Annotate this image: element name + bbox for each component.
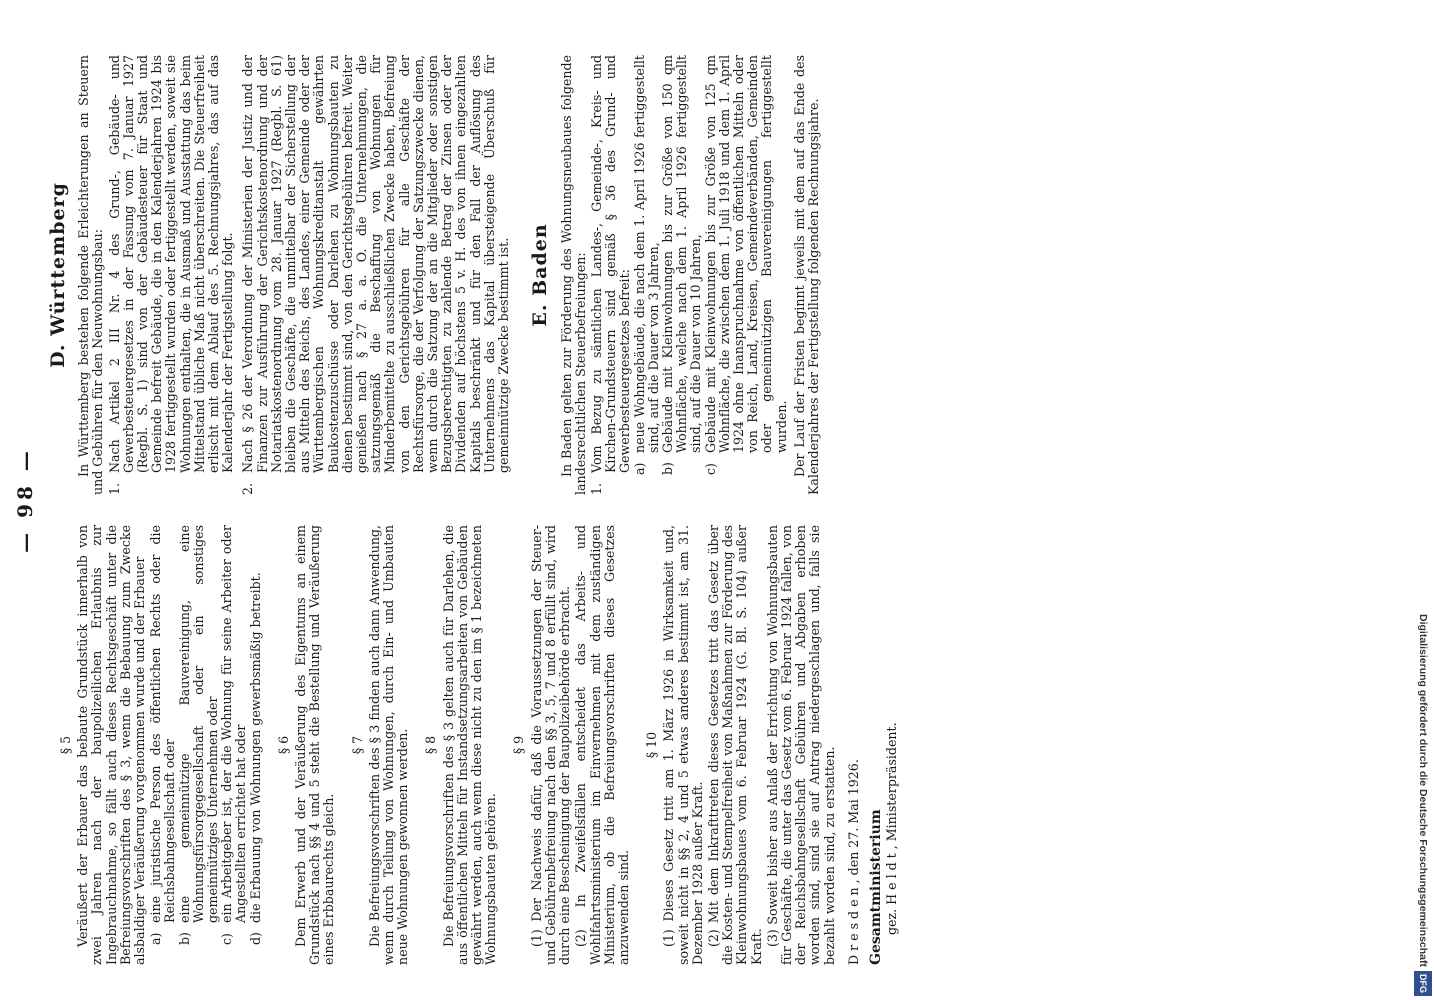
list-item — [704, 55, 789, 475]
list-label: a) — [148, 932, 164, 945]
paragraph: Dem Erwerb und der Veräußerung des Eigentums an einem Grundstück nach §§ 4 und 5 steht die Bestellung und Veräußerung eines Erbbaurechts gleich. — [293, 525, 337, 965]
list-label: b) — [659, 462, 675, 475]
signature-line — [885, 525, 899, 965]
state-heading: E. Baden — [529, 223, 552, 327]
section-heading: § 5 — [58, 735, 73, 755]
ministry-name: Gesamtministerium — [867, 809, 884, 965]
paragraph: In Württemberg bestehen folgende Erleichterungen an Steuern und Gebühren für den Neuwohnungsbau: — [76, 55, 106, 495]
list-item — [633, 55, 661, 475]
list-item — [108, 55, 236, 495]
list-text: die Erbauung von Wohnungen gewerbsmäßig betreibt. — [247, 572, 263, 923]
dfg-logo: DFG — [1414, 971, 1432, 996]
paragraph: (3) Soweit bisher aus Anlaß der Errichtung von Wohnungsbauten für Geschäfte, die unter das Gesetz vom 6. Februar 1924 fallen, von der Reichsbahngesellschaft Gebühren und Abgaben erhoben worden sind, sind sie auf Antrag niedergeschlagen und, falls sie bezahlt worden sind, zu erstatten. — [764, 525, 837, 965]
list-label: b) — [176, 932, 192, 945]
state-heading: D. Württemberg — [47, 182, 69, 368]
paragraph: (1) Dieses Gesetz tritt am 1. März 1926 in Wirksamkeit und, soweit nicht in §§ 2, 4 und 5 etwas anderes bestimmt ist, am 31. Dezember 1928 außer Kraft. — [661, 525, 705, 965]
place-date-line — [847, 525, 861, 965]
paragraph: In Baden gelten zur Förderung des Wohnungsneubaues folgende landesrechtlichen Steuerbefreiungen: — [558, 55, 588, 495]
funding-note: Digitalisierung gefördert durch die Deutsche Forschungsgemeinschaft — [1417, 614, 1429, 967]
signed-prefix: gez. — [884, 904, 900, 935]
list-item — [249, 525, 263, 945]
paragraph: Die Befreiungsvorschriften des § 3 gelten auch für Darlehen, die aus öffentlichen Mitteln für Instandsetzungsarbeiten von Gebäuden gewährt werden, auch wenn diese nicht zu den im § 1 bezeichneten Wohnungsbauten gehören. — [440, 525, 499, 965]
list-text: Vom Bezug zu sämtlichen Landes-, Gemeinde-, Kreis- und Kirchen-Grundsteuern sind gemäß § 36 des Grund- und Gewerbesteuergesetzes befreit: — [588, 55, 633, 473]
list-label: 2. — [240, 482, 256, 495]
section-heading: § 8 — [423, 735, 439, 755]
list-label: c) — [219, 933, 235, 945]
list-text: neue Wohngebäude, die nach dem 1. April 1926 fertiggestellt sind, auf die Dauer von 3 Jahren, — [631, 55, 661, 453]
enumeration-list — [149, 525, 263, 945]
list-text: Gebäude mit Kleinwohnungen bis zur Größe von 125 qm Wohnfläche, die zwischen dem 1. Juli 1918 und dem 1. April 1924 ohne Inanspruchnahme von öffentlichen Mitteln oder von Reich, Land, Kreisen, Gemeindeverbänden, Gemeinden oder gemeinnützigen Bauvereinigungen fertiggestellt wurden. — [702, 55, 789, 453]
list-text: Nach § 26 der Verordnung der Ministerien der Justiz und der Finanzen zur Ausführung der Gerichtskostenordnung und der Notariatskostenordnung vom 28. Januar 1927 (Regbl. S. 61) bleiben die Geschäfte, die unmittelbar der Sicherstellung der aus Mitteln des Reichs, des Landes, einer Gemeinde oder der Württembergischen Wohnungskreditanstalt gewährten Baukostenzuschüsse oder Darlehen zu Wohnungsbauten zu dienen bestimmt sind, von den Gerichtsgebühren befreit. Weiter genießen nach § 27 a. a. O. die Unternehmungen, die satzungsgemäß die Beschaffung von Wohnungen für Minderbemittelte zu ausschließlichen Zwecke haben, Befreiung von den Gerichtsgebühren für alle Geschäfte der Rechtsfürsorge, die der Verfolgung der Satzungszwecke dienen, wenn durch die Satzung der an die Mitglieder oder sonstigen Bezugsberechtigten zu zahlende Betrag der Zinsen oder der Dividenden auf höchstens 5 v. H. des von ihnen eingezahlten Kapitals beschränkt und für den Fall der Auflösung des Unternehmens das Kapital übersteigende Überschuß für gemeinnützige Zwecke bestimmt ist. — [240, 55, 512, 473]
paragraph: (2) In Zweifelsfällen entscheidet das Arbeits- und Wohlfahrtsministerium im Einvernehmen mit dem zuständigen Ministerium, ob die Befreiungsvorschriften dieses Gesetzes anzuwenden sind. — [573, 525, 631, 965]
list-text: ein Arbeitgeber ist, der die Wohnung für seine Arbeiter oder Angestellten errichtet hat oder — [219, 525, 249, 923]
paragraph: Veräußert der Erbauer das bebaute Grundstück innerhalb von zwei Jahren nach der baupolizeilichen Erlaubnis zur Ingebrauchnahme, so fällt auch dieses Rechtsgeschäft unter die Befreiungsvorschriften des § 3, wenn die Bebauung zum Zwecke alsbaldiger Veräußerung vorgenommen wurde und der Erbauer — [75, 525, 148, 965]
page-number: — 98 — — [13, 447, 37, 553]
list-item — [241, 55, 511, 495]
list-label: c) — [702, 463, 718, 475]
place-name: Dresden — [845, 883, 861, 965]
list-label: 1. — [106, 482, 122, 495]
list-item — [178, 525, 221, 945]
list-text: eine gemeinnützige Bauvereinigung, eine Wohnungsfürsorgegesellschaft oder ein sonstiges gemeinnütziges Unternehmen oder — [176, 525, 221, 923]
list-text: eine juristische Person des öffentlichen Rechts oder die Reichsbahngesellschaft oder — [148, 525, 178, 923]
list-item — [220, 525, 248, 945]
signer-title: , Ministerpräsident. — [884, 722, 900, 850]
list-text: Gebäude mit Kleinwohnungen bis zur Größe von 150 qm Wohnfläche, welche nach dem 1. April 1926 fertiggestellt sind, auf die Dauer von 10 Jahren, — [659, 55, 704, 453]
paragraph: Der Lauf der Fristen beginnt jeweils mit dem auf das Ende des Kalenderjahres der Fertigstellung folgenden Rechnungsjahre. — [791, 55, 821, 495]
section-heading: § 9 — [511, 735, 527, 755]
list-label: 1. — [588, 482, 604, 495]
list-label: a) — [631, 462, 647, 475]
left-column — [45, 525, 899, 965]
list-label: d) — [247, 932, 263, 945]
section-heading: § 10 — [644, 731, 660, 759]
paragraph: (2) Mit dem Inkrafttreten dieses Gesetzes tritt das Gesetz über die Kosten- und Stempelfreiheit von Maßnahmen zur Förderung des Kleinwohnungsbaues vom 6. Februar 1924 (G. Bl. S. 104) außer Kraft. — [705, 525, 764, 965]
list-item — [149, 525, 177, 945]
date-text: , den 27. Mai 1926. — [845, 759, 861, 884]
right-column — [45, 55, 823, 495]
enumeration-list — [108, 55, 512, 495]
list-item — [661, 55, 704, 475]
list-item — [590, 55, 633, 495]
section-heading: § 6 — [275, 735, 291, 755]
list-text: Nach Artikel 2 III Nr. 4 des Grund-, Gebäude- und Gewerbesteuergesetzes in der Fassung vom 7. Januar 1927 (Regbl. S. 1) sind von der Gebäudesteuer für Staat und Gemeinde befreit Gebäude, die in den Kalenderjahren 1924 bis 1928 fertiggestellt wurden oder fertiggestellt werden, soweit sie Wohnungen enthalten, die in Ausmaß und Ausstattung das beim Mittelstand übliche Maß nicht überschreiten. Die Steuerfreiheit erlischt mit dem Ablauf des 5. Rechnungsjahres, das auf das Kalenderjahr der Fertigstellung folgt. — [106, 55, 236, 473]
paragraph: (1) Der Nachweis dafür, daß die Voraussetzungen der Steuer- und Gebührenbefreiung nach den §§ 3, 5, 7 und 8 erfüllt sind, wird durch eine Bescheinigung der Baupolizeibehörde erbracht. — [528, 525, 573, 965]
paragraph: Die Befreiungsvorschriften des § 3 finden auch dann Anwendung, wenn durch Teilung von Wohnungen, durch Ein- und Umbauten neue Wohnungen gewonnen werden. — [366, 525, 411, 965]
signer-name: Heldt — [884, 849, 900, 905]
section-heading: § 7 — [349, 735, 365, 755]
sidebar-text — [1414, 6, 1432, 996]
enumeration-sublist — [633, 55, 789, 475]
digitization-sidebar — [1412, 6, 1432, 996]
rotated-scan-sheet — [5, 0, 1400, 1000]
